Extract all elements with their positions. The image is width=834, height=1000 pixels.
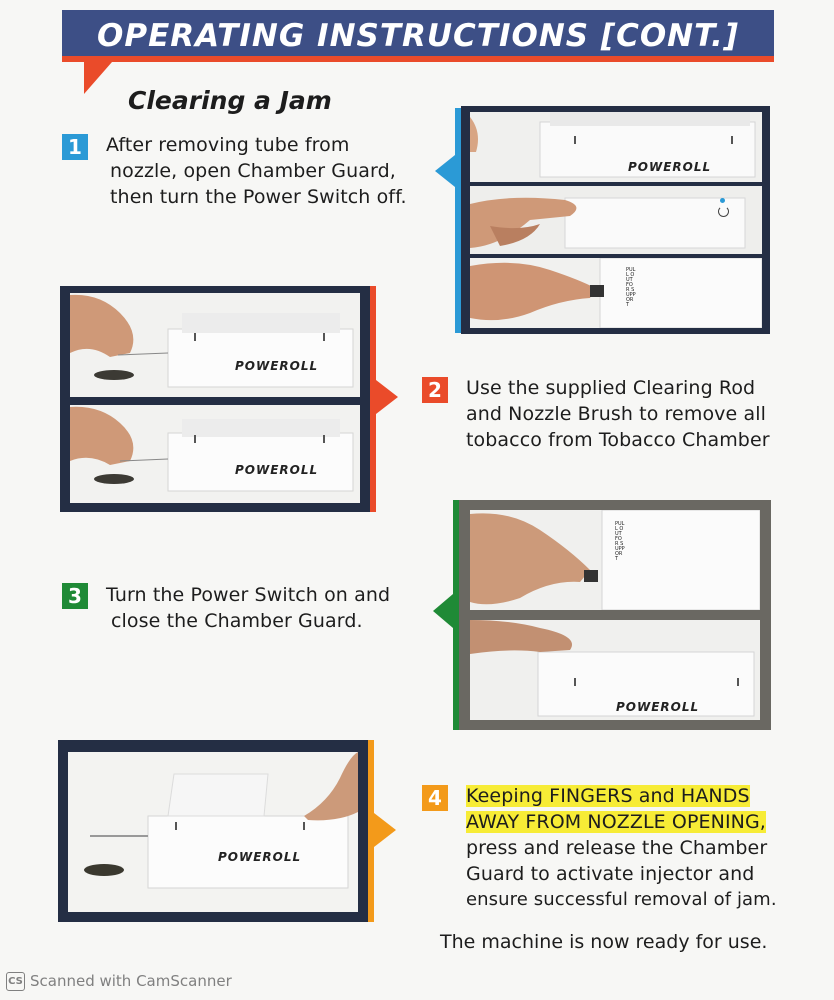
step-4-badge: 4 — [422, 785, 448, 811]
step-2-photo-top — [70, 293, 360, 397]
device-logo: POWEROLL — [616, 700, 700, 714]
step-1-text — [106, 132, 407, 210]
step-2-photo-bottom — [70, 405, 360, 503]
page-title: OPERATING INSTRUCTIONS [CONT.] — [97, 18, 739, 54]
device-logo: POWEROLL — [235, 359, 319, 373]
closing-note: The machine is now ready for use. — [440, 931, 768, 953]
step-1-pointer — [435, 155, 455, 187]
step-3-line-1: Turn the Power Switch on and — [106, 584, 391, 606]
section-subtitle: Clearing a Jam — [128, 86, 332, 115]
power-icon — [718, 206, 729, 217]
device-logo: POWEROLL — [628, 160, 712, 174]
step-1-photo-top — [470, 112, 762, 182]
step-3-photo-bottom — [470, 620, 760, 720]
step-2-pointer — [376, 380, 398, 414]
step-4-text — [466, 783, 777, 913]
scanner-watermark — [6, 972, 232, 991]
step-3-badge: 3 — [62, 583, 88, 609]
step-2-text — [466, 375, 770, 453]
step-3-line-2: close the Chamber Guard. — [111, 610, 363, 632]
step-1-line-2: nozzle, open Chamber Guard, — [110, 160, 396, 182]
step-1-badge: 1 — [62, 134, 88, 160]
step-4-photo — [68, 752, 358, 912]
step-3-photo-top — [470, 510, 760, 610]
power-indicator — [720, 198, 725, 203]
step-3-text — [106, 582, 390, 634]
banner-tab — [84, 62, 112, 94]
step-1-line-3: then turn the Power Switch off. — [110, 186, 407, 208]
device-logo: POWEROLL — [218, 850, 302, 864]
support-sticker: PULL OUT FOR SUPPORT — [615, 521, 625, 562]
step-2-line-1: Use the supplied Clearing Rod — [466, 377, 756, 399]
device-logo: POWEROLL — [235, 463, 319, 477]
step-4-warning-line-1: Keeping FINGERS and HANDS — [466, 785, 750, 807]
step-4-line-4: Guard to activate injector and — [466, 863, 755, 885]
header-banner — [62, 10, 774, 62]
step-1-photo-middle — [470, 186, 762, 254]
step-1-photo-bottom — [470, 258, 762, 328]
step-4-pointer — [374, 813, 396, 847]
step-3-pointer — [433, 594, 453, 628]
step-2-line-3: tobacco from Tobacco Chamber — [466, 429, 770, 451]
step-2-line-2: and Nozzle Brush to remove all — [466, 403, 766, 425]
step-4-warning-line-2: AWAY FROM NOZZLE OPENING, — [466, 811, 766, 833]
support-sticker: PULL OUT FOR SUPPORT — [626, 267, 636, 308]
step-1-line-1: After removing tube from — [106, 134, 350, 156]
step-2-badge: 2 — [422, 377, 448, 403]
camscanner-icon: CS — [6, 972, 25, 991]
step-4-line-5: ensure successful removal of jam. — [466, 889, 777, 910]
watermark-text: Scanned with CamScanner — [30, 972, 232, 990]
step-4-line-3: press and release the Chamber — [466, 837, 768, 859]
